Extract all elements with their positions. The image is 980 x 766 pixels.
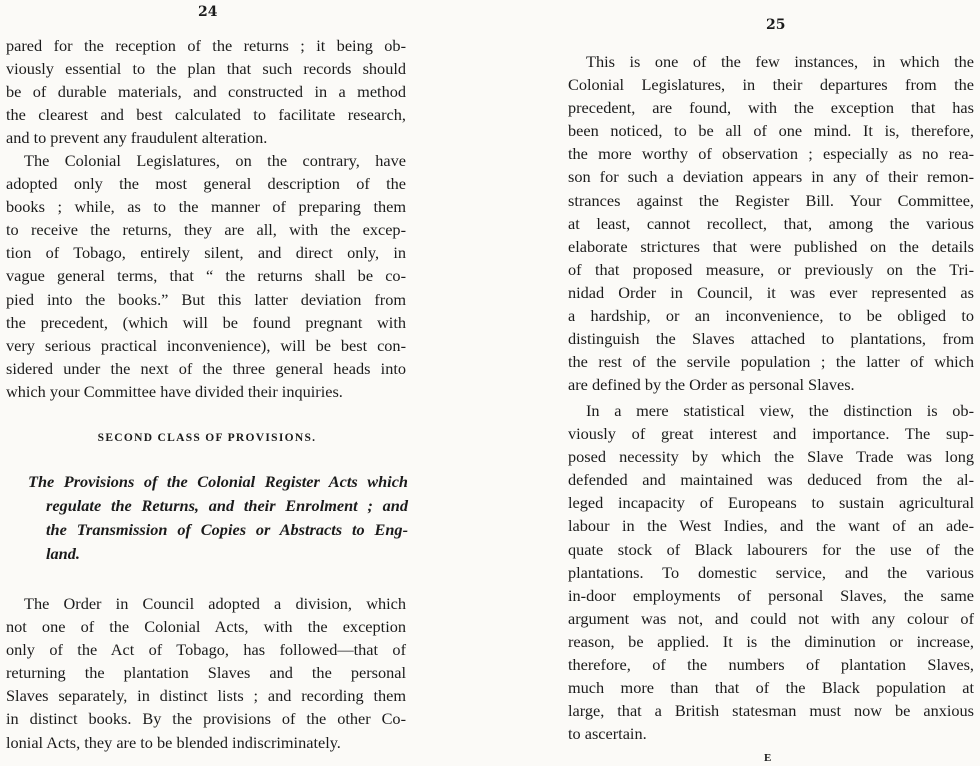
section-heading: SECOND CLASS OF PROVISIONS. <box>97 432 317 444</box>
text-line: precedent, are found, with the exception that has <box>568 98 974 118</box>
paragraph-few-instances <box>568 50 974 396</box>
text-line: of that proposed measure, or previously on the Tri- <box>568 259 974 279</box>
text-line: Colonial Legislatures, in their departures from the <box>568 75 974 95</box>
text-line: labour in the West Indies, and the want of an ade- <box>568 516 974 536</box>
right-page <box>566 0 976 766</box>
paragraph-continuation <box>6 34 406 149</box>
text-line: the rest of the servile population ; the latter of which <box>568 352 974 372</box>
text-line: been noticed, to be all of one mind. It is, therefore, <box>568 121 974 141</box>
text-line: books ; while, as to the manner of preparing them <box>6 197 406 217</box>
text-line: elaborate strictures that were published on the details <box>568 236 974 256</box>
text-line: viously essential to the plan that such records should <box>6 59 406 79</box>
section-subtitle <box>28 470 408 566</box>
text-line: large, that a British statesman must now be anxious <box>568 701 974 721</box>
left-page <box>0 0 414 766</box>
text-line: son for such a deviation appears in any of their remon- <box>568 167 974 187</box>
text-line: land. <box>46 544 80 563</box>
text-line: defended and maintained was deduced from the al- <box>568 470 974 490</box>
text-line: argument was not, and could not with any colour of <box>568 608 974 628</box>
text-line: therefore, of the numbers of plantation Slaves, <box>568 655 974 675</box>
text-line: to ascertain. <box>568 724 647 744</box>
text-line: regulate the Returns, and their Enrolment ; and <box>46 496 408 515</box>
text-line: quate stock of Black labourers for the use of the <box>568 539 974 559</box>
text-line: are defined by the Order as personal Slaves. <box>568 375 855 395</box>
signature-mark: E <box>764 752 772 764</box>
text-line: posed necessity by which the Slave Trade was long <box>568 447 974 467</box>
text-line: strances against the Register Bill. Your Committee, <box>568 190 974 210</box>
text-line: not one of the Colonial Acts, with the exception <box>6 617 406 637</box>
text-line: This is one of the few instances, in which the <box>586 52 974 71</box>
text-line: very serious practical inconvenience), will be best con- <box>6 335 406 355</box>
text-line: Slaves separately, in distinct lists ; and recording them <box>6 686 406 706</box>
text-line: which your Committee have divided their inquiries. <box>6 381 343 401</box>
text-line: vague general terms, that “ the returns shall be co- <box>6 266 406 286</box>
text-line: In a mere statistical view, the distinction is ob- <box>586 401 974 420</box>
text-line: returning the plantation Slaves and the personal <box>6 663 406 683</box>
paragraph-statistical-view <box>568 399 974 745</box>
text-line: distinguish the Slaves attached to plantations, from <box>568 329 974 349</box>
paragraph-colonial-legislatures <box>6 149 406 403</box>
text-line: be of durable materials, and constructed in a method <box>6 82 406 102</box>
text-line: in distinct books. By the provisions of the other Co- <box>6 709 406 729</box>
text-line: The Order in Council adopted a division, which <box>24 594 406 613</box>
text-line: The Provisions of the Colonial Register Acts which <box>28 472 408 491</box>
text-line: to receive the returns, they are all, with the excep- <box>6 220 406 240</box>
page-number: 24 <box>198 4 218 20</box>
text-line: the clearest and best calculated to facilitate research, <box>6 105 406 125</box>
text-line: The Colonial Legislatures, on the contrary, have <box>24 151 406 170</box>
text-line: nidad Order in Council, it was ever represented as <box>568 282 974 302</box>
paragraph-order-in-council <box>6 592 406 754</box>
text-line: and to prevent any fraudulent alteration. <box>6 128 268 148</box>
text-line: a hardship, or an inconvenience, to be obliged to <box>568 306 974 326</box>
text-line: much more than that of the Black population at <box>568 678 974 698</box>
text-line: only of the Act of Tobago, has followed—that of <box>6 640 406 660</box>
text-line: tion of Tobago, entirely silent, and direct only, in <box>6 243 406 263</box>
text-line: plantations. To domestic service, and the various <box>568 562 974 582</box>
text-line: viously of great interest and importance. The sup- <box>568 424 974 444</box>
text-line: adopted only the most general description of the <box>6 174 406 194</box>
text-line: lonial Acts, they are to be blended indiscriminately. <box>6 732 341 752</box>
text-line: sidered under the next of the three general heads into <box>6 358 406 378</box>
text-line: leged incapacity of Europeans to sustain agricultural <box>568 493 974 513</box>
text-line: the Transmission of Copies or Abstracts to Eng- <box>46 520 408 539</box>
text-line: the precedent, (which will be found pregnant with <box>6 312 406 332</box>
text-line: pared for the reception of the returns ; it being ob- <box>6 36 406 55</box>
text-line: pied into the books.” But this latter deviation from <box>6 289 406 309</box>
page-number: 25 <box>766 17 786 33</box>
text-line: at least, cannot recollect, that, among the various <box>568 213 974 233</box>
text-line: the more worthy of observation ; especially as no rea- <box>568 144 974 164</box>
text-line: reason, be applied. It is the diminution or increase, <box>568 631 974 651</box>
text-line: in-door employments of personal Slaves, the same <box>568 585 974 605</box>
